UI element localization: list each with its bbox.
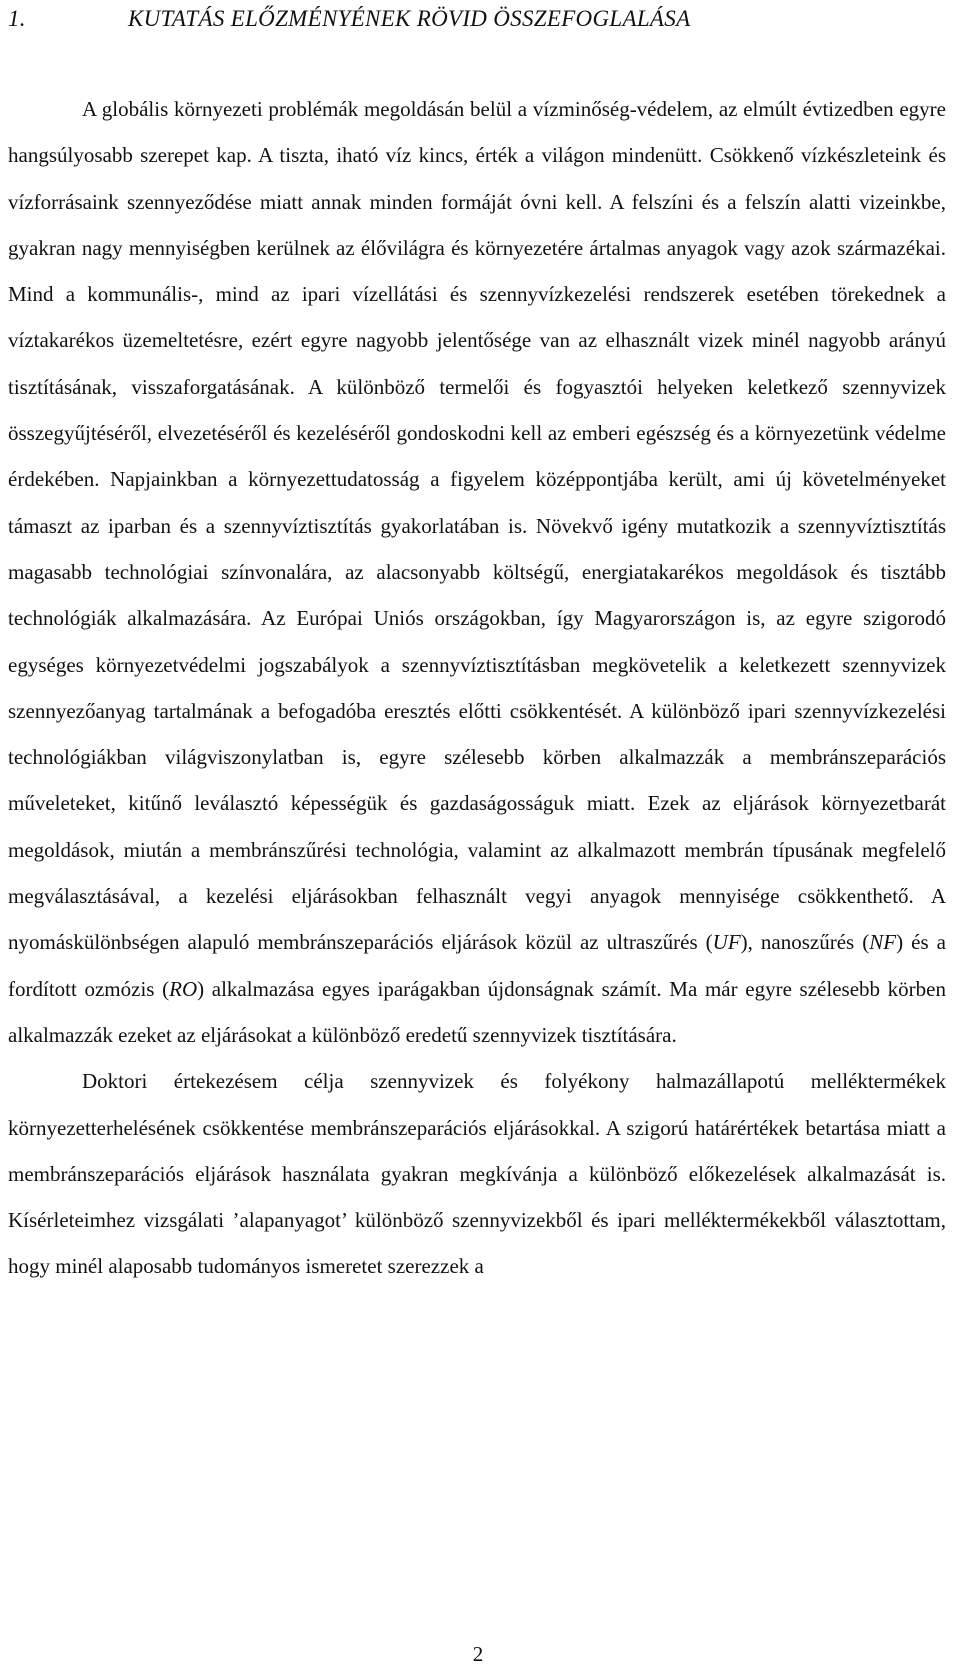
paragraph-2-run-0: Doktori értekezésem célja szennyvizek és folyékony halmazállapotú melléktermékek környezetterhelésének csökkentése membránszeparációs eljárásokkal. A szigorú határértékek betartása miatt a membránszeparációs eljárások használata gyakran megkívánja a különböző előkezelések alkalmazását is. Kísérleteimhez vizsgálati ’alapanyagot’ különböző szennyvizekből és ipari melléktermékekből választottam, hogy minél alaposabb tudományos ismeretet szerezzek a: [8, 1069, 946, 1279]
section-heading: [8, 4, 690, 34]
paragraph-2: [8, 1058, 946, 1289]
section-title: KUTATÁS ELŐZMÉNYÉNEK RÖVID ÖSSZEFOGLALÁSA: [128, 6, 691, 31]
abbrev-uf: UF: [712, 930, 741, 955]
page-number: 2: [472, 1642, 484, 1666]
abbrev-ro: RO: [169, 976, 198, 1001]
abbrev-nf: NF: [869, 930, 897, 955]
body-text: [8, 86, 946, 1290]
document-page: [8, 0, 948, 1679]
paragraph-1-run-6: ) alkalmazása egyes iparágakban újdonságnak számít. Ma már egyre szélesebb körben alkalmazzák ezeket az eljárásokat a különböző eredetű szennyvizek tisztítására.: [8, 976, 946, 1047]
paragraph-1-run-4: ) és a fordított ozmózis (: [8, 930, 946, 1001]
section-number: 1.: [8, 6, 26, 31]
paragraph-1: [8, 86, 946, 1058]
paragraph-1-run-2: ), nanoszűrés (: [740, 930, 870, 955]
paragraph-1-run-0: A globális környezeti problémák megoldásán belül a vízminőség-védelem, az elmúlt évtizedben egyre hangsúlyosabb szerepet kap. A tiszta, iható víz kincs, érték a világon mindenütt. Csökkenő vízkészleteink és vízforrásaink szennyeződése miatt annak minden formáját óvni kell. A felszíni és a felszín alatti vizeinkbe, gyakran nagy mennyiségben kerülnek az élővilágra és környezetére ártalmas anyagok vagy azok származékai. Mind a kommunális-, mind az ipari vízellátási és szennyvízkezelési rendszerek esetében törekednek a víztakarékos üzemeltetésre, ezért egyre nagyobb jelentősége van az elhasznált vizek minél nagyobb arányú tisztításának, visszaforgatásának. A különböző termelői és fogyasztói helyeken keletkező szennyvizek összegyűjtéséről, elvezetéséről és kezeléséről gondoskodni kell az emberi egészség és a környezetünk védelme érdekében. Napjainkban a környezettudatosság a figyelem középpontjába került, ami új követelményeket támaszt az iparban és a szennyvíztisztítás gyakorlatában is. Növekvő igény mutatkozik a szennyvíztisztítás magasabb technológiai színvonalára, az alacsonyabb költségű, energiatakarékos megoldások és tisztább technológiák alkalmazására. Az Európai Uniós országokban, így Magyarországon is, az egyre szigorodó egységes környezetvédelmi jogszabályok a szennyvíztisztításban megkövetelik a keletkezett szennyvizek szennyezőanyag tartalmának a befogadóba eresztés előtti csökkentését. A különböző ipari szennyvízkezelési technológiákban világviszonylatban is, egyre szélesebb körben alkalmazzák a membránszeparációs műveleteket, kitűnő leválasztó képességük és gazdaságosságuk miatt. Ezek az eljárások környezetbarát megoldások, miután a membránszűrési technológia, valamint az alkalmazott membrán típusának megfelelő megválasztásával, a kezelési eljárásokban felhasznált vegyi anyagok mennyisége csökkenthető. A nyomáskülönbségen alapuló membránszeparációs eljárások közül az ultraszűrés (: [8, 97, 946, 955]
